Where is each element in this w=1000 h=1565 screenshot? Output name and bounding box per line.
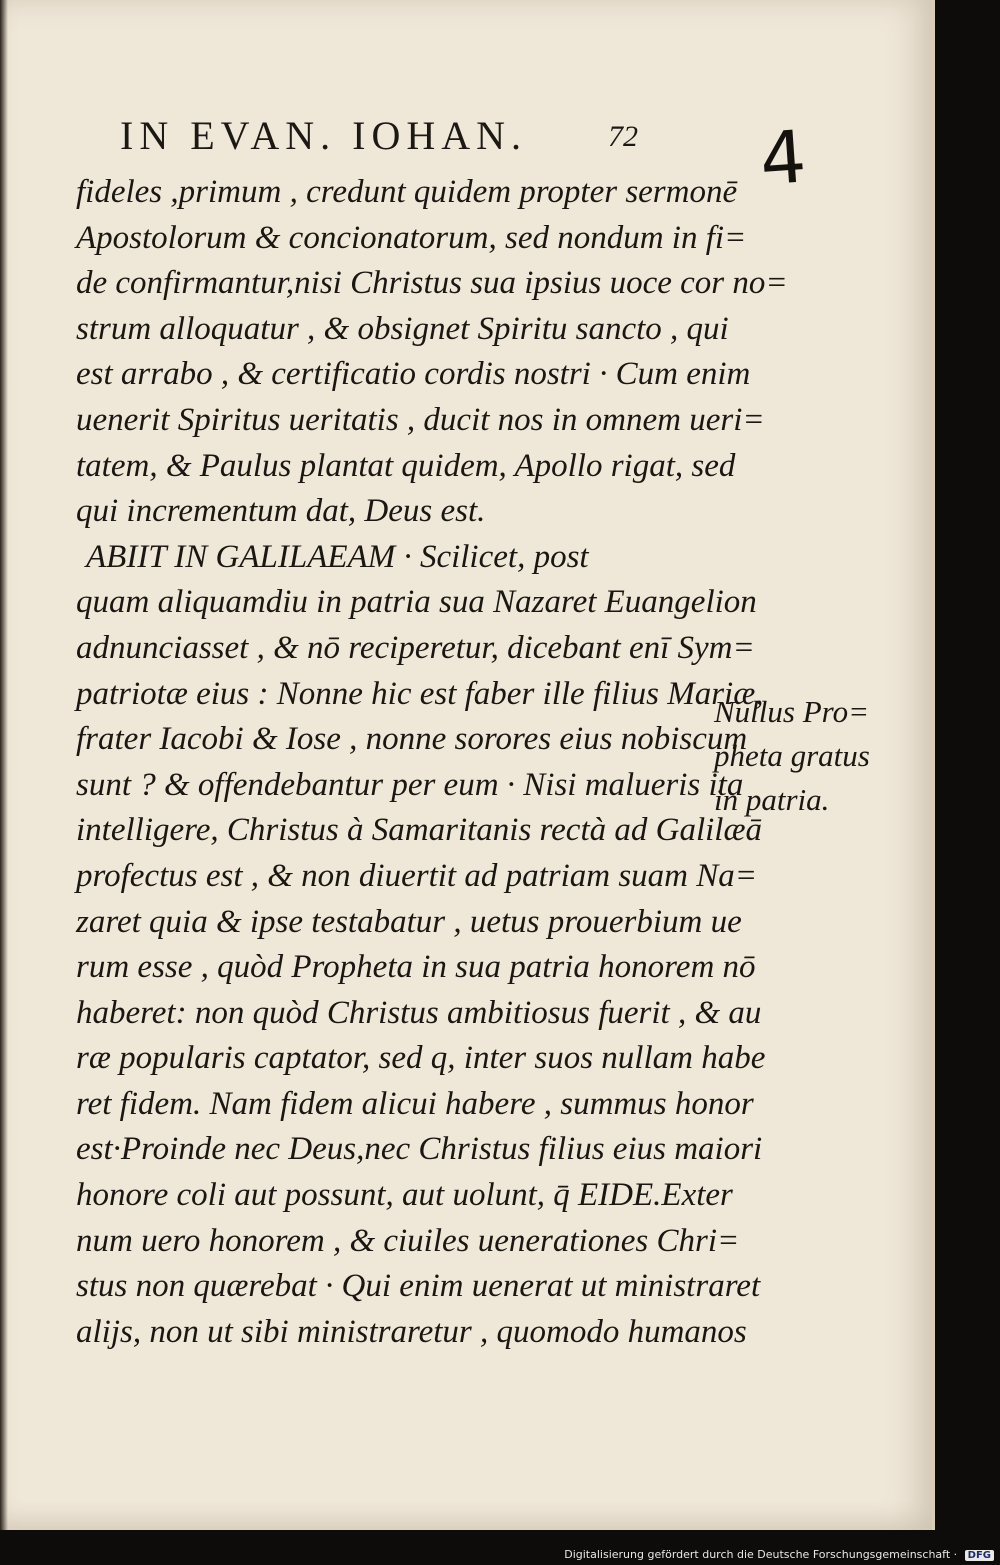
text-line: rum esse , quòd Propheta in sua patria honorem nō bbox=[76, 949, 756, 986]
text-line: qui incrementum dat, Deus est. bbox=[76, 493, 486, 530]
text-line: num uero honorem , & ciuiles uenerationes Chri= bbox=[76, 1222, 740, 1259]
marginal-note-line: Nullus Pro= bbox=[714, 694, 869, 729]
text-line: quam aliquamdiu in patria sua Nazaret Euangelion bbox=[76, 584, 757, 621]
text-line: haberet: non quòd Christus ambitiosus fuerit , & au bbox=[76, 994, 762, 1031]
text-line: adnunciasset , & nō reciperetur, dicebant enī Sym= bbox=[76, 629, 755, 666]
marginal-note bbox=[714, 690, 904, 822]
text-line: de confirmantur,nisi Christus sua ipsius uoce cor no= bbox=[76, 265, 788, 302]
text-line: uenerit Spiritus ueritatis , ducit nos in omnem ueri= bbox=[76, 401, 765, 438]
text-line: Apostolorum & concionatorum, sed nondum in fi= bbox=[76, 219, 747, 256]
page-number: 72 bbox=[608, 120, 638, 153]
text-line: est·Proinde nec Deus,nec Christus filius eius maiori bbox=[76, 1131, 763, 1168]
text-line: ABIIT IN GALILAEAM · Scilicet, post bbox=[86, 538, 589, 575]
text-line: profectus est , & non diuertit ad patriam suam Na= bbox=[76, 857, 758, 894]
dfg-logo: DFG bbox=[965, 1550, 994, 1561]
text-line: tatem, & Paulus plantat quidem, Apollo rigat, sed bbox=[76, 447, 736, 484]
text-line: fideles ,primum , credunt quidem propter sermonē bbox=[76, 174, 738, 210]
running-title: IN EVAN. IOHAN. bbox=[120, 113, 528, 158]
text-line: patriotæ eius : Nonne hic est faber ille filius Mariæ, bbox=[76, 675, 764, 712]
text-line: est arrabo , & certificatio cordis nostri · Cum enim bbox=[76, 356, 751, 393]
marginal-note-line: in patria. bbox=[714, 782, 830, 817]
marginal-note-line: pheta gratus bbox=[714, 738, 870, 773]
text-line: ret fidem. Nam fidem alicui habere , summus honor bbox=[76, 1085, 754, 1122]
main-text-block bbox=[76, 170, 788, 1355]
text-line: zaret quia & ipse testabatur , uetus prouerbium ue bbox=[76, 903, 742, 940]
page-header bbox=[120, 112, 680, 168]
text-line: sunt ? & offendebantur per eum · Nisi malueris ita bbox=[76, 766, 744, 803]
digitization-credit bbox=[564, 1548, 994, 1561]
text-line: stus non quærebat · Qui enim uenerat ut ministraret bbox=[76, 1268, 761, 1305]
text-line: frater Iacobi & Iose , nonne sorores eius nobiscum bbox=[76, 721, 748, 758]
text-line: strum alloquatur , & obsignet Spiritu sancto , qui bbox=[76, 310, 729, 347]
text-line: honore coli aut possunt, aut uolunt, q̄ EIDE.Exter bbox=[76, 1177, 733, 1214]
text-line: ræ popularis captator, sed q, inter suos nullam habe bbox=[76, 1040, 766, 1077]
page-binding-shadow bbox=[0, 0, 8, 1530]
handwritten-folio-number: 4 bbox=[757, 114, 809, 202]
credit-text: Digitalisierung gefördert durch die Deutsche Forschungsgemeinschaft · bbox=[564, 1548, 958, 1561]
text-line: alijs, non ut sibi ministraretur , quomodo humanos bbox=[76, 1313, 747, 1350]
text-line: intelligere, Christus à Samaritanis rectà ad Galilæā bbox=[76, 812, 762, 849]
